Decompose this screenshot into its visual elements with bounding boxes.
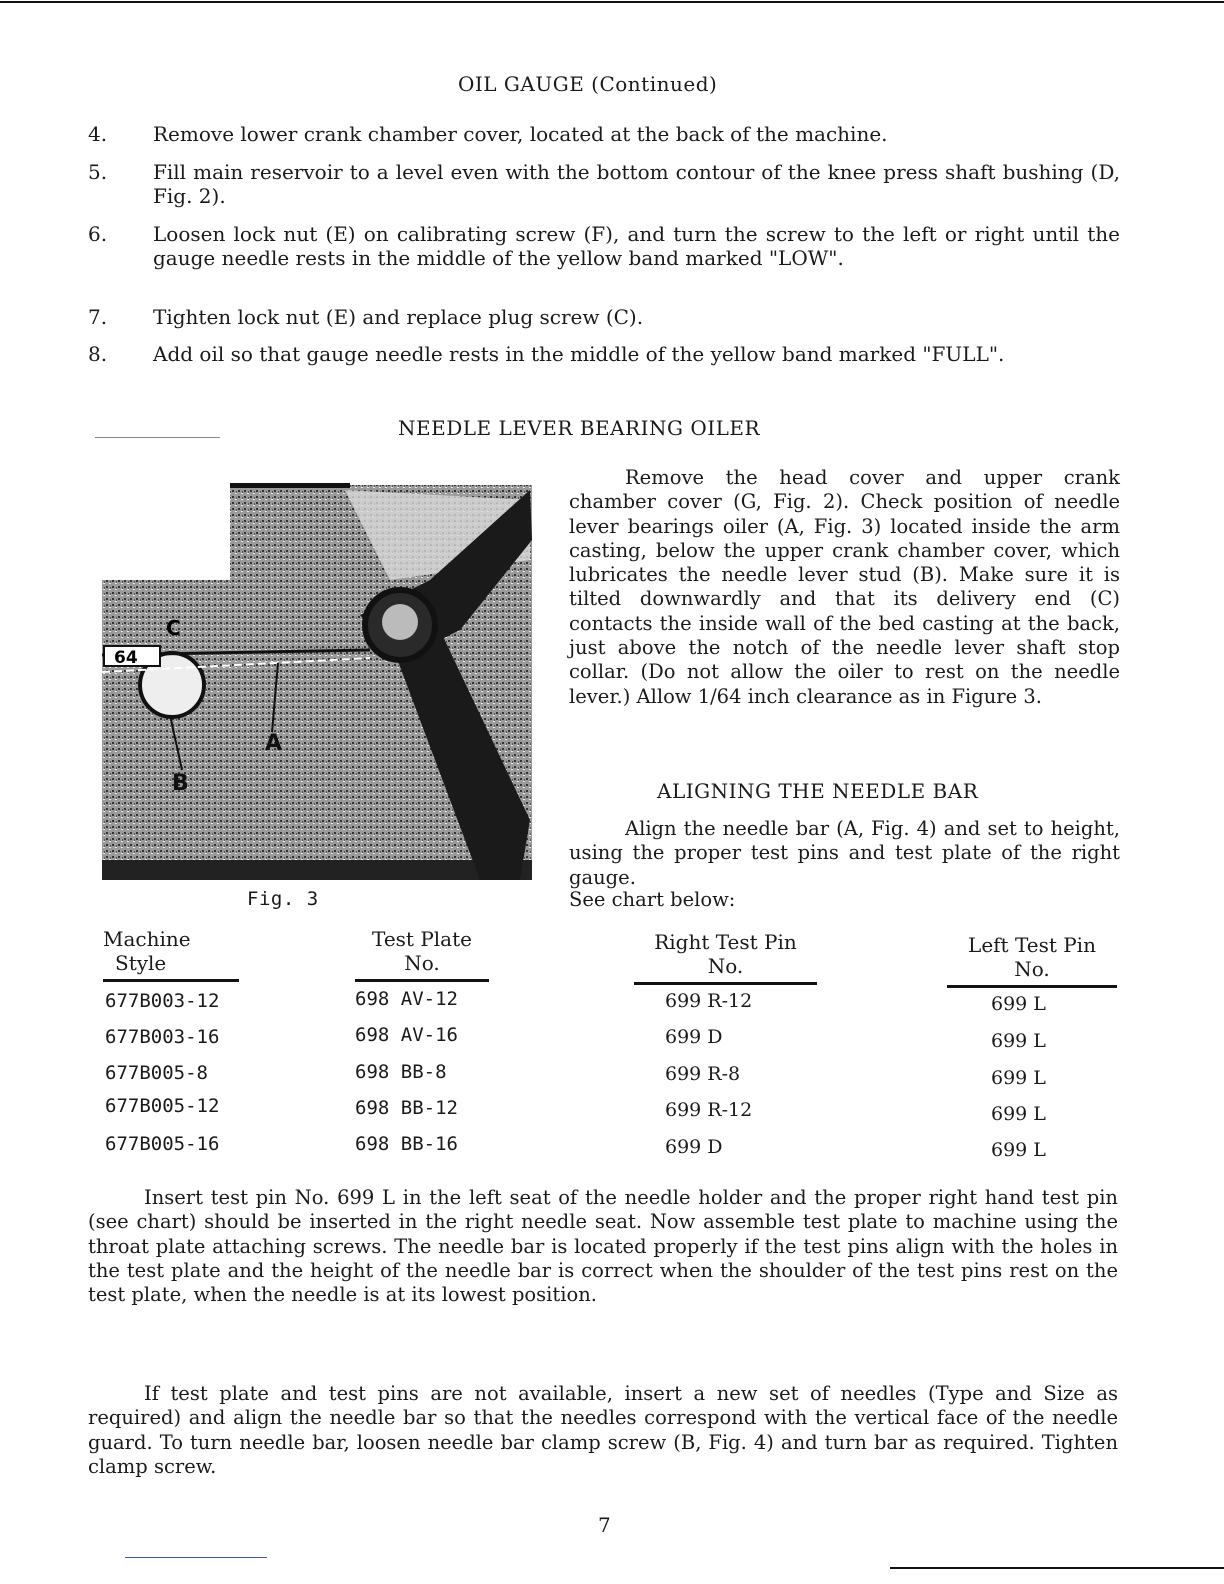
column-header-test-plate: Test Plate No.: [355, 927, 489, 982]
see-chart-text: See chart below:: [569, 888, 736, 911]
section-heading-oiler: NEEDLE LEVER BEARING OILER: [398, 416, 761, 440]
figure-3-photo: [100, 460, 534, 882]
column-header-machine-style: Machine Style: [103, 927, 239, 982]
cell-machine-style: 677B003-12: [105, 990, 220, 1012]
figure-label-a: A: [265, 731, 283, 756]
scan-mark-line: [95, 437, 220, 438]
step-text: Remove lower crank chamber cover, located at the back of the machine.: [153, 122, 888, 146]
cell-left-pin: 699 L: [991, 993, 1046, 1015]
figure-label-b: B: [172, 771, 189, 796]
column-header-right-pin: Right Test Pin No.: [634, 930, 817, 985]
step-number: 5.: [88, 160, 108, 184]
cell-test-plate: 698 BB-12: [355, 1097, 458, 1119]
cell-left-pin: 699 L: [991, 1030, 1046, 1052]
cell-machine-style: 677B005-8: [105, 1062, 208, 1084]
cell-left-pin: 699 L: [991, 1103, 1046, 1125]
cell-left-pin: 699 L: [991, 1139, 1046, 1161]
cell-right-pin: 699 D: [665, 1026, 723, 1048]
cell-test-plate: 698 AV-12: [355, 988, 458, 1010]
cell-test-plate: 698 BB-8: [355, 1061, 447, 1083]
figure-label-clearance: 64: [114, 648, 138, 668]
bottom-line-left: [125, 1557, 267, 1558]
cell-test-plate: 698 BB-16: [355, 1133, 458, 1155]
test-pin-paragraph: Insert test pin No. 699 L in the left seat of the needle holder and the proper right hand test pin (see chart) should be inserted in the right needle seat. Now assemble test plate to machine using the throat plate attaching screws. The needle bar is located properly if the test pins align with the holes in the test plate and the height of the needle bar is correct when the shoulder of the test pins rest on the test plate, when the needle is at its lowest position.: [88, 1186, 1118, 1307]
step-number: 7.: [88, 305, 108, 329]
cell-machine-style: 677B003-16: [105, 1026, 220, 1048]
cell-test-plate: 698 AV-16: [355, 1024, 458, 1046]
bottom-line-right: [890, 1567, 1224, 1569]
page-number: 7: [598, 1513, 612, 1537]
step-number: 8.: [88, 342, 108, 366]
step-number: 4.: [88, 122, 108, 146]
cell-right-pin: 699 R-12: [665, 990, 753, 1012]
step-number: 6.: [88, 222, 108, 246]
cell-right-pin: 699 D: [665, 1136, 723, 1158]
top-border-line: [0, 1, 1224, 3]
page-title: OIL GAUGE (Continued): [458, 72, 718, 96]
figure-caption: Fig. 3: [247, 888, 319, 910]
no-test-plate-paragraph: If test plate and test pins are not available, insert a new set of needles (Type and Size as required) and align the needle bar so that the needles correspond with the vertical face of the needle guard. To turn needle bar, loosen needle bar clamp screw (B, Fig. 4) and turn bar as required. Tighten clamp screw.: [88, 1382, 1118, 1478]
cell-machine-style: 677B005-16: [105, 1133, 220, 1155]
column-header-left-pin: Left Test Pin No.: [947, 933, 1117, 988]
oiler-paragraph: Remove the head cover and upper crank chamber cover (G, Fig. 2). Check position of needle lever bearings oiler (A, Fig. 3) located inside the arm casting, below the upper crank chamber cover, which lubricates the needle lever stud (B). Make sure it is tilted downwardly and that its delivery end (C) contacts the inside wall of the bed casting at the back, just above the notch of the needle lever shaft stop collar. (Do not allow the oiler to rest on the needle lever.) Allow 1/64 inch clearance as in Figure 3.: [569, 466, 1120, 708]
cell-left-pin: 699 L: [991, 1067, 1046, 1089]
step-text: Tighten lock nut (E) and replace plug screw (C).: [153, 305, 644, 329]
cell-right-pin: 699 R-12: [665, 1099, 753, 1121]
align-paragraph: Align the needle bar (A, Fig. 4) and set to height, using the proper test pins and test plate of the right gauge.: [569, 817, 1120, 889]
cell-right-pin: 699 R-8: [665, 1063, 741, 1085]
section-heading-align: ALIGNING THE NEEDLE BAR: [657, 779, 979, 803]
step-text: Loosen lock nut (E) on calibrating screw (F), and turn the screw to the left or right until the gauge needle rests in the middle of the yellow band marked "LOW".: [153, 222, 1120, 270]
step-text: Fill main reservoir to a level even with the bottom contour of the knee press shaft bushing (D, Fig. 2).: [153, 160, 1120, 208]
cell-machine-style: 677B005-12: [105, 1095, 220, 1117]
step-text: Add oil so that gauge needle rests in the middle of the yellow band marked "FULL".: [153, 342, 1005, 366]
figure-label-c: C: [166, 616, 181, 640]
